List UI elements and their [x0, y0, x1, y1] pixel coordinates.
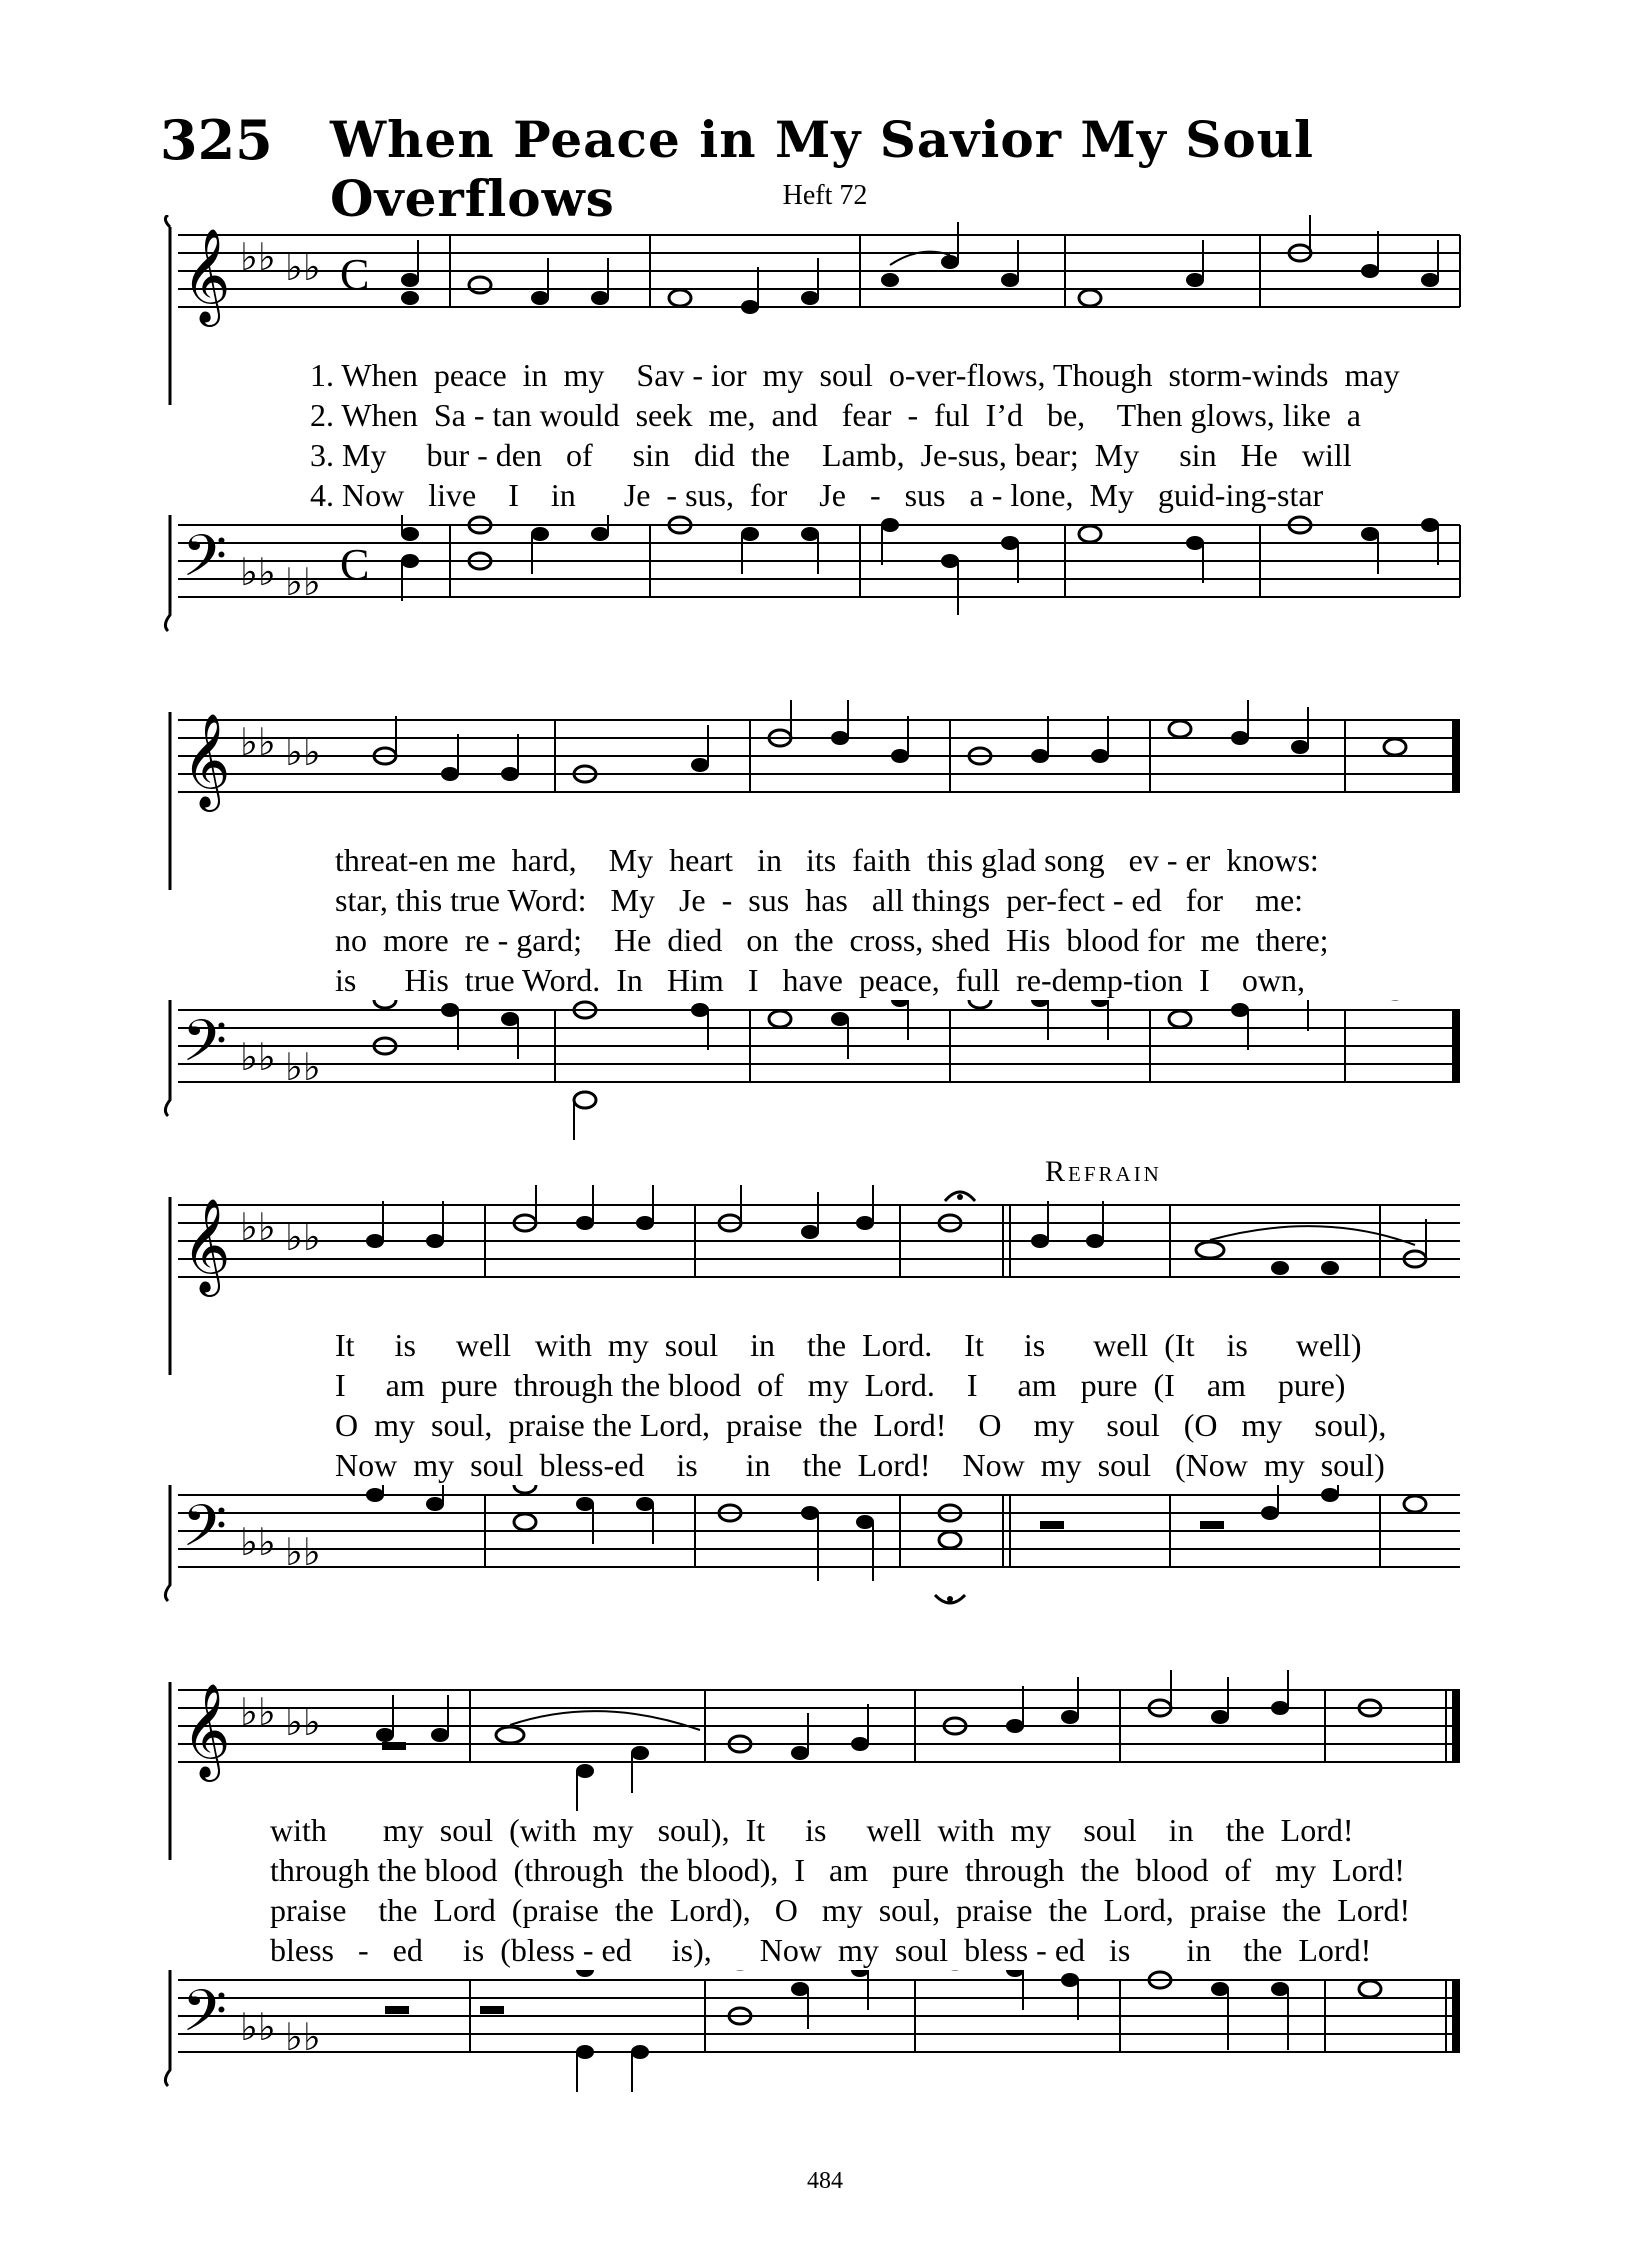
svg-text:♭♭: ♭♭ — [240, 1520, 276, 1564]
svg-text:♭♭: ♭♭ — [240, 1205, 276, 1249]
svg-text:♭♭: ♭♭ — [285, 1045, 321, 1089]
svg-text:𝄞: 𝄞 — [182, 1198, 231, 1293]
lyric-line-verse-2: I am pure through the blood of my Lord. I am pure (I am pure) — [335, 1367, 1346, 1403]
bass-staff — [160, 515, 1500, 655]
svg-text:C: C — [340, 250, 370, 299]
svg-text:𝄢: 𝄢 — [182, 1007, 228, 1089]
svg-text:𝄢: 𝄢 — [182, 522, 228, 604]
lyric-line-verse-3: O my soul, praise the Lord, praise the Lord! O my soul (O my soul), — [335, 1407, 1387, 1443]
lyrics-block — [335, 1325, 1386, 1485]
music-system-2 — [160, 700, 1500, 1140]
hymn-number: 325 — [160, 108, 273, 172]
music-system-1 — [160, 215, 1500, 655]
lyric-line-verse-1: It is well with my soul in the Lord. It is well (It is well) — [335, 1327, 1362, 1363]
music-system-4 — [160, 1670, 1500, 2110]
svg-text:♭♭: ♭♭ — [285, 1700, 321, 1744]
svg-text:♭♭: ♭♭ — [285, 1530, 321, 1574]
svg-text:♭♭: ♭♭ — [285, 730, 321, 774]
bass-staff — [160, 1000, 1500, 1140]
lyric-line-verse-4: is His true Word. In Him I have peace, full re-demp-tion I own, — [335, 962, 1305, 998]
lyric-line-verse-3: no more re - gard; He died on the cross, shed His blood for me there; — [335, 922, 1329, 958]
lyric-line-verse-2: through the blood (through the blood), I am pure through the blood of my Lord! — [270, 1852, 1405, 1888]
svg-text:♭♭: ♭♭ — [285, 2015, 321, 2059]
svg-text:𝄢: 𝄢 — [182, 1492, 228, 1574]
svg-text:♭♭: ♭♭ — [240, 720, 276, 764]
svg-text:♭♭: ♭♭ — [240, 1690, 276, 1734]
bass-staff — [160, 1485, 1500, 1625]
lyrics-block — [335, 840, 1329, 1000]
music-system-3 — [160, 1155, 1500, 1625]
lyric-line-verse-1: threat-en me hard, My heart in its faith this glad song ev - er knows: — [335, 842, 1319, 878]
page-number: 484 — [807, 2168, 843, 2194]
lyric-line-verse-4: 4. Now live I in Je - sus, for Je - sus a - lone, My guid-ing-star — [310, 477, 1324, 513]
svg-text:♭♭: ♭♭ — [285, 560, 321, 604]
lyrics-block — [310, 355, 1400, 515]
svg-text:𝄞: 𝄞 — [182, 1683, 231, 1778]
refrain-label: Refrain — [1045, 1155, 1162, 1188]
svg-text:C: C — [340, 540, 370, 589]
lyric-line-verse-4: Now my soul bless-ed is in the Lord! Now my soul (Now my soul) — [335, 1447, 1385, 1483]
svg-text:𝄢: 𝄢 — [182, 1977, 228, 2059]
svg-text:♭♭: ♭♭ — [240, 235, 276, 279]
svg-text:♭♭: ♭♭ — [285, 1215, 321, 1259]
lyric-line-verse-3: praise the Lord (praise the Lord), O my soul, praise the Lord, praise the Lord! — [270, 1892, 1411, 1928]
lyric-line-verse-4: bless - ed is (bless - ed is), Now my soul bless - ed is in the Lord! — [270, 1932, 1372, 1968]
lyric-line-verse-1: 1. When peace in my Sav - ior my soul o-ver-flows, Though storm-winds may — [310, 357, 1400, 393]
lyric-line-verse-3: 3. My bur - den of sin did the Lamb, Je-sus, bear; My sin He will — [310, 437, 1352, 473]
svg-text:♭♭: ♭♭ — [240, 2005, 276, 2049]
svg-text:♭♭: ♭♭ — [285, 245, 321, 289]
lyric-line-verse-1: with my soul (with my soul), It is well with my soul in the Lord! — [270, 1812, 1354, 1848]
bass-staff — [160, 1970, 1500, 2110]
lyric-line-verse-2: 2. When Sa - tan would seek me, and fear - ful I’d be, Then glows, like a — [310, 397, 1361, 433]
svg-text:𝄞: 𝄞 — [182, 713, 231, 808]
hymn-title: When Peace in My Savior My Soul Overflows — [330, 110, 1315, 228]
svg-text:♭♭: ♭♭ — [240, 550, 276, 594]
hymn-source: Heft 72 — [782, 180, 868, 211]
lyric-line-verse-2: star, this true Word: My Je - sus has all things per-fect - ed for me: — [335, 882, 1304, 918]
svg-text:♭♭: ♭♭ — [240, 1035, 276, 1079]
svg-text:𝄞: 𝄞 — [182, 228, 231, 323]
lyrics-block — [270, 1810, 1410, 1970]
